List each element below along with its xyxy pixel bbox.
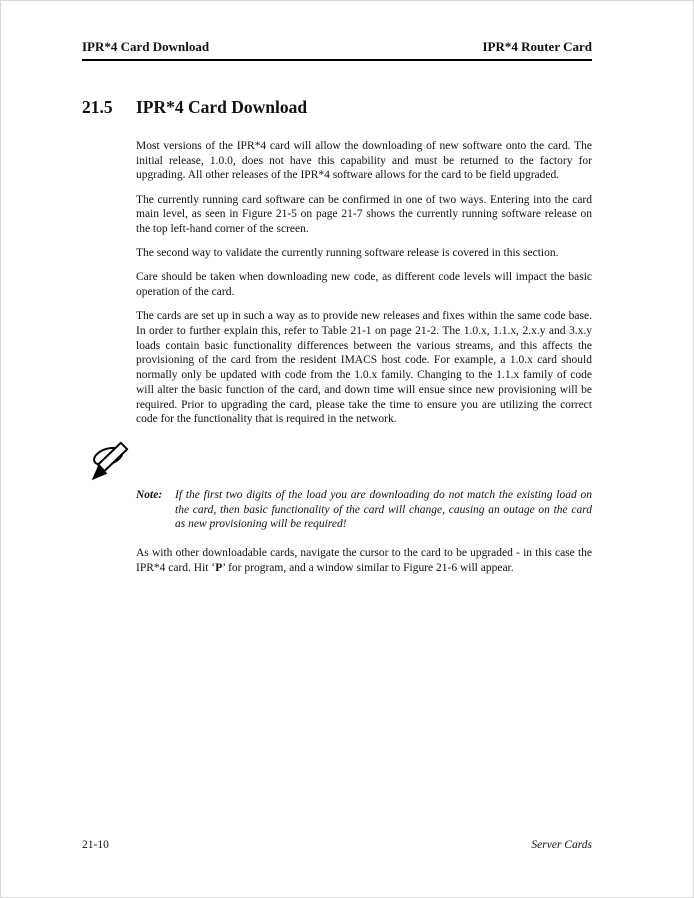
closing-text-post: ’ for program, and a window similar to Figure 21-6 will appear.	[222, 561, 514, 574]
header-right-title: IPR*4 Router Card	[482, 39, 592, 54]
pencil-note-icon	[89, 441, 592, 481]
paragraph-4: Care should be taken when downloading new code, as different code levels will impact the basic operation of the card.	[136, 271, 592, 299]
section-title: IPR*4 Card Download	[136, 97, 308, 117]
page-content	[82, 39, 592, 585]
closing-paragraph	[136, 546, 592, 575]
running-header	[82, 39, 592, 55]
paragraph-5: The cards are set up in such a way as to provide new releases and fixes within the same code base. In order to further explain this, refer to Table 21-1 on page 21-2. The 1.0.x, 1.1.x, 2.x.y and 3.x.y loads contain basic functionality differences between the various streams, and this affects the provisioning of the card from the resident IMACS host code. For example, a 1.0.x card should normally only be updated with code from the 1.0.x family. Changing to the 1.1.x family of code will alter the basic function of the card, and down time will ensue since new provisioning will be required. Prior to upgrading the card, please take the time to ensure you are utilizing the correct code for the functionality that is required in the network.	[136, 310, 592, 426]
header-left-title: IPR*4 Card Download	[82, 39, 210, 54]
page-number: 21-10	[82, 839, 109, 851]
note-text: If the first two digits of the load you are downloading do not match the existing load on the card, then basic functionality of the card will change, causing an outage on the card as new provisioning will be required!	[175, 488, 592, 531]
note-block	[136, 488, 592, 532]
body-text	[136, 139, 592, 575]
paragraph-2: The currently running card software can be confirmed in one of two ways. Entering into the card main level, as seen in Figure 21-5 on page 21-7 shows the currently running software release on the top left-hand corner of the screen.	[136, 193, 592, 236]
program-key: P	[215, 561, 223, 574]
note-label: Note:	[136, 488, 163, 501]
section-number: 21.5	[82, 97, 113, 117]
paragraph-1: Most versions of the IPR*4 card will allow the downloading of new software onto the card. The initial release, 1.0.0, does not have this capability and must be returned to the factory for upgrading. All other releases of the IPR*4 software allows for the card to be field upgraded.	[136, 140, 592, 182]
footer-book-title: Server Cards	[531, 839, 592, 851]
header-rule	[82, 59, 592, 61]
section-heading	[82, 97, 592, 118]
closing-text-pre: As with other downloadable cards, navigate the cursor to the card to be upgraded - in this case the IPR*4 card. Hit ‘	[136, 547, 592, 574]
note-icon-row	[89, 441, 592, 483]
page-footer	[82, 839, 592, 851]
paragraph-3: The second way to validate the currently running software release is covered in this section.	[136, 247, 559, 260]
